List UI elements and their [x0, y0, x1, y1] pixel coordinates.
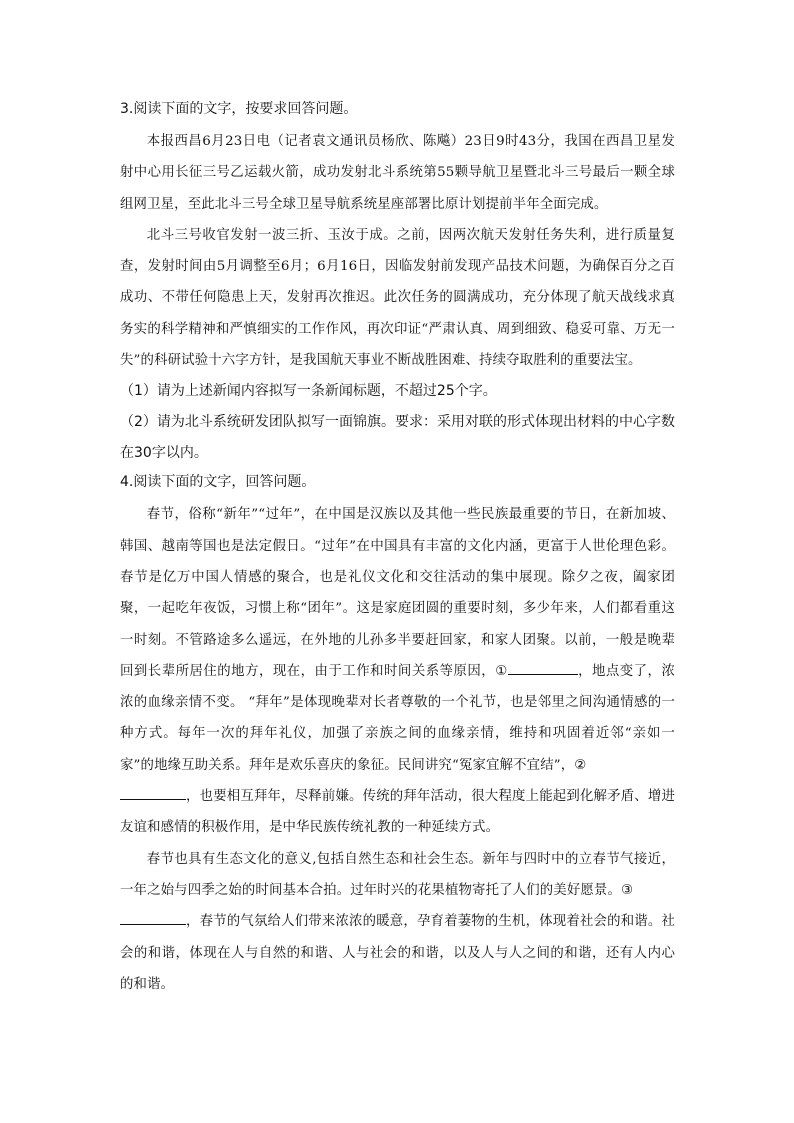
- blank-marker-3: ③: [621, 882, 634, 898]
- q3-subquestion-1: （1）请为上述新闻内容拟写一条新闻标题，不超过25个字。: [120, 383, 497, 400]
- q4-para2-text-a: 春节也具有生态文化的意义,包括自然生态和社会生态。新年与四时中的立春节气接近，一年之始与四季之始的时间基本合拍。过年时兴的花果植物寄托了人们的美好愿景。: [120, 851, 675, 898]
- q3-news-paragraph-1: 本报西昌6月23日电（记者袁文通讯员杨欣、陈飚）23日9时43分，我国在西昌卫星发射中心用长征三号乙运载火箭，成功发射北斗系统第55颗导航卫星暨北斗三号最后一颗全球组网卫星，至此北斗三号全球卫星导航系统星座部署比原计划提前半年全面完成。: [120, 134, 675, 212]
- q4-para1-text-b: ，地点变了，浓浓的血缘亲情不变。 “拜年”是体现晚辈对长者尊敬的一个礼节，也是邻里之间沟通情感的一种方式。每年一次的拜年礼仪，加强了亲族之间的血缘亲情，维持和巩固着近邻“亲如一家”的地缘互助关系。拜年是欢乐喜庆的象征。民间讲究“冤家宜解不宜结”，: [120, 663, 675, 773]
- blank-marker-2: ②: [574, 757, 587, 773]
- q4-para1-text-a: 春节，俗称“新年”“过年”，在中国是汉族以及其他一些民族最重要的节日，在新加坡、韩国、越南等国也是法定假日。“过年”在中国具有丰富的文化内涵，更富于人世伦理色彩。春节是亿万中国人情感的聚合，也是礼仪文化和交往活动的集中展现。除夕之夜，阖家团聚，一起吃年夜饭，习惯上称“团年”。这是家庭团圆的重要时刻，多少年来，人们都看重这一时刻。不管路途多么遥远，在外地的儿孙多半要赶回家，和家人团聚。以前，一般是晚辈回到长辈所居住的地方，现在，由于工作和时间关系等原因，: [120, 507, 675, 679]
- q4-passage-paragraph-2: [120, 844, 675, 1000]
- question-4-title: 4.阅读下面的文字，回答问题。: [120, 474, 316, 491]
- fill-blank-2[interactable]: [120, 785, 186, 800]
- document-page: [120, 98, 675, 1000]
- q4-para1-text-c: ，也要相互拜年，尽释前嫌。传统的拜年活动，很大程度上能起到化解矛盾、增进友谊和感情的积极作用，是中华民族传统礼教的一种延续方式。: [120, 789, 675, 836]
- q4-passage-paragraph-1: [120, 499, 675, 843]
- q3-news-paragraph-2: 北斗三号收官发射一波三折、玉汝于成。之前，因两次航天发射任务失利，进行质量复查，发射时间由5月调整至6月；6月16日，因临发射前发现产品技术问题，为确保百分之百成功、不带任何隐患上天，发射再次推迟。此次任务的圆满成功，充分体现了航天战线求真务实的科学精神和严慎细实的工作作风，再次印证“严肃认真、周到细致、稳妥可靠、万无一失”的科研试验十六字方针，是我国航天事业不断战胜困难、持续夺取胜利的重要法宝。: [120, 227, 675, 369]
- q4-para2-text-b: ，春节的气氛给人们带来浓浓的暖意，孕育着萋物的生机，体现着社会的和谐。社会的和谐，体现在人与自然的和谐、人与社会的和谐，以及人与人之间的和谐，还有人内心的和谐。: [120, 914, 675, 992]
- blank-marker-1: ①: [495, 663, 508, 679]
- q3-subquestion-2: （2）请为北斗系统研发团队拟写一面锦旗。要求：采用对联的形式体现出材料的中心字数在30字以内。: [120, 414, 675, 462]
- question-3-title: 3.阅读下面的文字，按要求回答问题。: [120, 101, 358, 117]
- fill-blank-3[interactable]: [120, 910, 186, 925]
- fill-blank-1[interactable]: [508, 660, 578, 675]
